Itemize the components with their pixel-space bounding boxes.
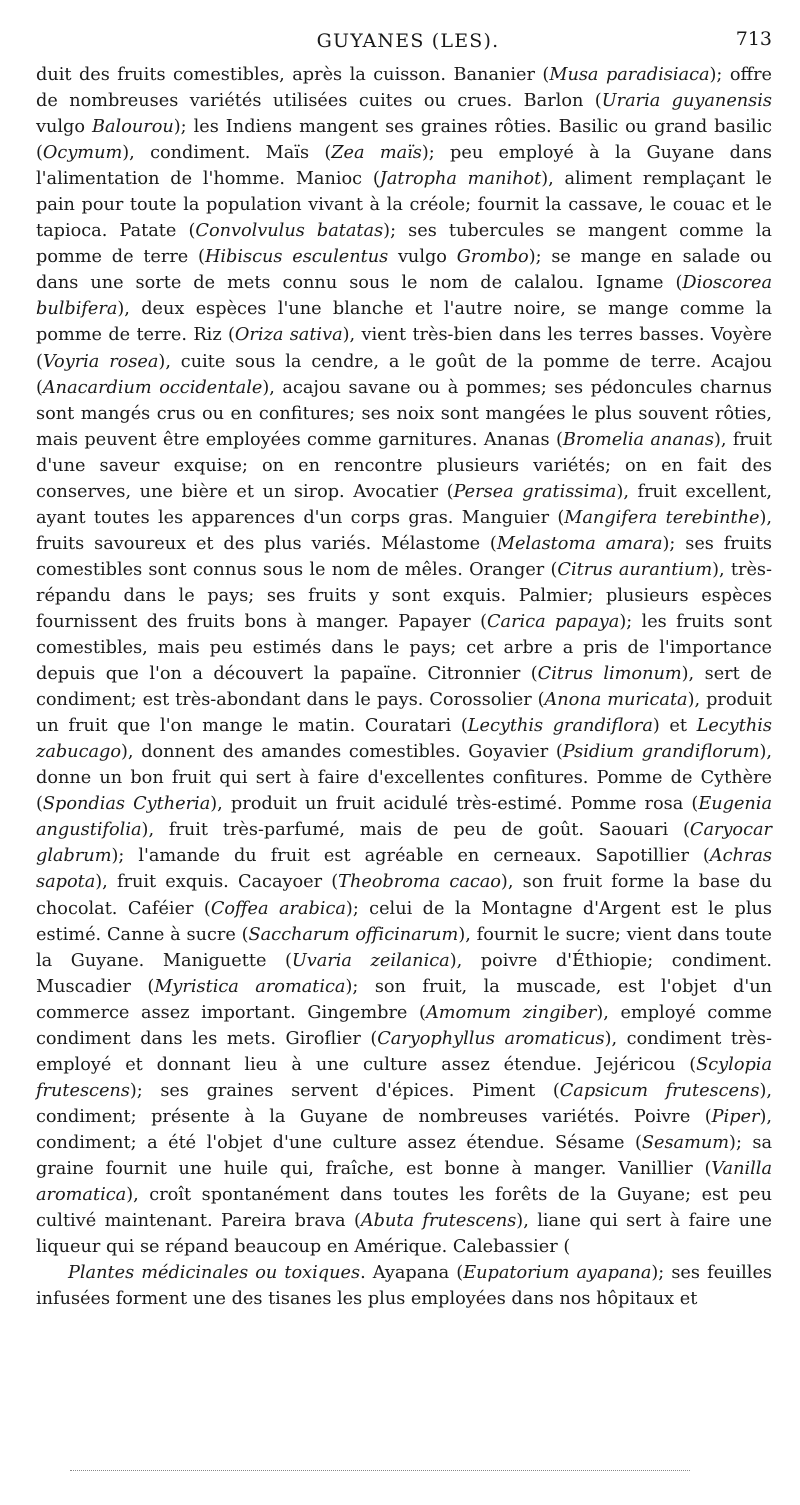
- paragraph-medicinal-plants: Plantes médicinales ou toxiques. Ayapana (Eupatorium ayapana); ses feuilles infusées forment une des tisanes les plus employées dans nos hôpitaux et: [36, 1263, 772, 1310]
- page-header: [36, 30, 780, 60]
- paragraph-edible-plants: duit des fruits comestibles, après la cuisson. Bananier (Musa paradisiaca); offre de nombreuses variétés utilisées cuites ou crues. Barlon (Uraria guyanensis vulgo Balourou); les Indiens mangent ses graines rôties. Basilic ou grand basilic (Ocymum), condiment. Maïs (Zea maïs); peu employé à la Guyane dans l'alimentation de l'homme. Manioc (Jatropha manihot), aliment remplaçant le pain pour toute la population vivant à la créole; fournit la cassave, le couac et le tapioca. Patate (Convolvulus batatas); ses tubercules se mangent comme la pomme de terre (Hibiscus esculentus vulgo Grombo); se mange en salade ou dans une sorte de mets connu sous le nom de calalou. Igname (Dioscorea bulbifera), deux espèces l'une blanche et l'autre noire, se mange comme la pomme de terre. Riz (Oriza sativa), vient très-bien dans les terres basses. Voyère (Voyria rosea), cuite sous la cendre, a le goût de la pomme de terre. Acajou (Anacardium occidentale), acajou savane ou à pommes; ses pédoncules charnus sont mangés crus ou en confitures; ses noix sont mangées le plus souvent rôties, mais peuvent être employées comme garnitures. Ananas (Bromelia ananas), fruit d'une saveur exquise; on en rencontre plusieurs variétés; on en fait des conserves, une bière et un sirop. Avocatier (Persea gratissima), fruit excellent, ayant toutes les apparences d'un corps gras. Manguier (Mangifera terebinthe), fruits savoureux et des plus variés. Mélastome (Melastoma amara); ses fruits comestibles sont connus sous le nom de mêles. Oranger (Citrus aurantium), très-répandu dans le pays; ses fruits y sont exquis. Palmier; plusieurs espèces fournissent des fruits bons à manger. Papayer (Carica papaya); les fruits sont comestibles, mais peu estimés dans le pays; cet arbre a pris de l'importance depuis que l'on a découvert la papaïne. Citronnier (Citrus limonum), sert de condiment; est très-abondant dans le pays. Corossolier (Anona muricata), produit un fruit que l'on mange le matin. Couratari (Lecythis grandiflora) et Lecythis zabucago), donnent des amandes comestibles. Goyavier (Psidium grandiflorum), donne un bon fruit qui sert à faire d'excellentes confitures. Pomme de Cythère (Spondias Cytheria), produit un fruit acidulé très-estimé. Pomme rosa (Eugenia angustifolia), fruit très-parfumé, mais de peu de goût. Saouari (Caryocar glabrum); l'amande du fruit est agréable en cerneaux. Sapotillier (Achras sapota), fruit exquis. Cacayoer (Theobroma cacao), son fruit forme la base du chocolat. Caféier (Coffea arabica); celui de la Montagne d'Argent est le plus estimé. Canne à sucre (Saccharum officinarum), fournit le sucre; vient dans toute la Guyane. Maniguette (Uvaria zeilanica), poivre d'Éthiopie; condiment. Muscadier (Myristica aromatica); son fruit, la muscade, est l'objet d'un commerce assez important. Gingembre (Amomum zingiber), employé comme condiment dans les mets. Giroflier (Caryophyllus aromaticus), condiment très-employé et donnant lieu à une culture assez étendue. Jejéricou (Scylopia frutescens); ses graines servent d'épices. Piment (Capsicum frutescens), condiment; présente à la Guyane de nombreuses variétés. Poivre (Piper), condiment; a été l'objet d'une culture assez étendue. Sésame (Sesamum); sa graine fournit une huile qui, fraîche, est bonne à manger. Vanillier (Vanilla aromatica), croît spontanément dans toutes les forêts de la Guyane; est peu cultivé maintenant. Pareira brava (Abuta frutescens), liane qui sert à faire une liqueur qui se répand beaucoup en Amérique. Calebassier (: [36, 65, 773, 1258]
- body-text: [36, 62, 772, 1312]
- page-number: 713: [735, 28, 772, 50]
- running-title: GUYANES (LES).: [316, 30, 500, 52]
- section-heading: Plantes médicinales ou toxiques: [68, 1263, 361, 1284]
- footer-rule: [70, 1470, 690, 1471]
